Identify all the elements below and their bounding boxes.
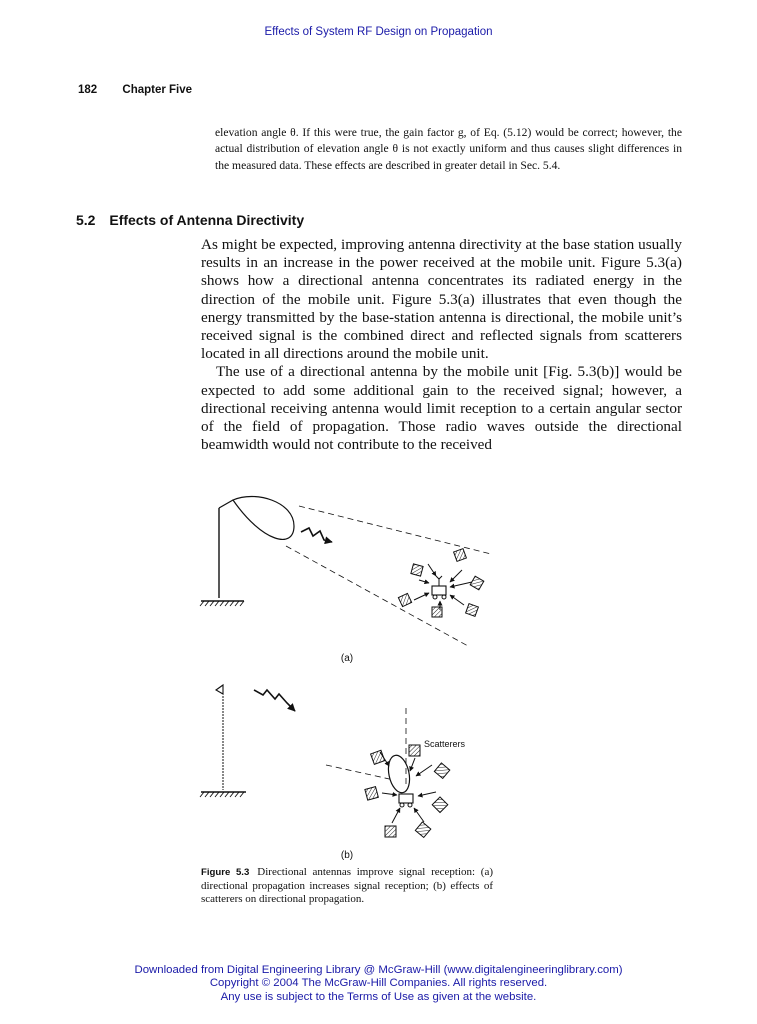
figure-caption — [201, 866, 493, 907]
footer-download-line[interactable]: Downloaded from Digital Engineering Library @ McGraw-Hill (www.digitalengineeringlibrary.com) — [134, 964, 623, 976]
panel-a-diagram — [200, 496, 491, 664]
section-number: 5.2 — [76, 212, 96, 228]
carryover-paragraph: elevation angle θ. If this were true, the gain factor g, of Eq. (5.12) would be correct; however, the actual distribution of elevation angle θ is not exactly uniform and thus causes slight differences in the measured data. These effects are described in greater detail in Sec. 5.4. — [215, 126, 682, 172]
directional-beam-lobe — [233, 496, 294, 539]
wave-arrow-icon — [301, 528, 332, 542]
receive-beam-lobe — [385, 753, 412, 794]
footer — [0, 964, 757, 1004]
mobile-unit-icon — [399, 794, 413, 807]
figure-5-3 — [196, 490, 506, 865]
chapter-title: Chapter Five — [122, 84, 193, 96]
section-heading — [76, 212, 304, 228]
reference-line-angled — [326, 765, 394, 780]
section-title: Effects of Antenna Directivity — [109, 212, 305, 228]
wave-arrow-icon — [254, 690, 295, 711]
beam-edge-upper — [299, 506, 491, 554]
running-header: Effects of System RF Design on Propagation — [264, 26, 493, 38]
section-body — [201, 236, 682, 454]
mobile-unit-icon — [432, 576, 446, 599]
scatterers-group — [398, 549, 483, 617]
footer-terms-line[interactable]: Any use is subject to the Terms of Use as given at the website. — [220, 990, 537, 1003]
panel-a-label: (a) — [340, 653, 354, 664]
page-number: 182 — [78, 84, 98, 96]
scatterers-label: Scatterers — [424, 739, 466, 749]
footer-copyright-line: Copyright © 2004 The McGraw-Hill Companies. All rights reserved. — [209, 977, 548, 990]
body-paragraph: As might be expected, improving antenna directivity at the base station usually results in an increase in the power received at the mobile unit. Figure 5.3(a) shows how a directional antenna concentrates its radiated energy in the direction of the mobile unit. Figure 5.3(a) illustrates that even though the energy transmitted by the base-station antenna is directional, the mobile unit’s received signal is the combined direct and reflected signals from scatterers located in all directions around the mobile unit. — [201, 236, 682, 363]
base-station-tower-icon — [200, 500, 244, 606]
page-header — [78, 84, 192, 96]
beam-edge-lower — [286, 546, 468, 646]
scatter-arrows — [414, 564, 472, 610]
body-paragraph: The use of a directional antenna by the mobile unit [Fig. 5.3(b)] would be expected to add some additional gain to the received signal; however, a directional receiving antenna would limit reception to a certain angular sector of the field of propagation. Those radio waves outside the directional beamwidth would not contribute to the received — [201, 363, 682, 454]
panel-b-label: (b) — [340, 850, 354, 861]
panel-b-diagram — [200, 685, 466, 861]
figure-caption-text: Directional antennas improve signal reception: (a) directional propagation increases signal reception; (b) effects of scatterers on directional propagation. — [201, 866, 493, 906]
base-station-tower-icon — [200, 685, 246, 797]
figure-caption-label: Figure 5.3 — [201, 867, 250, 878]
scatterers-group — [365, 745, 450, 837]
